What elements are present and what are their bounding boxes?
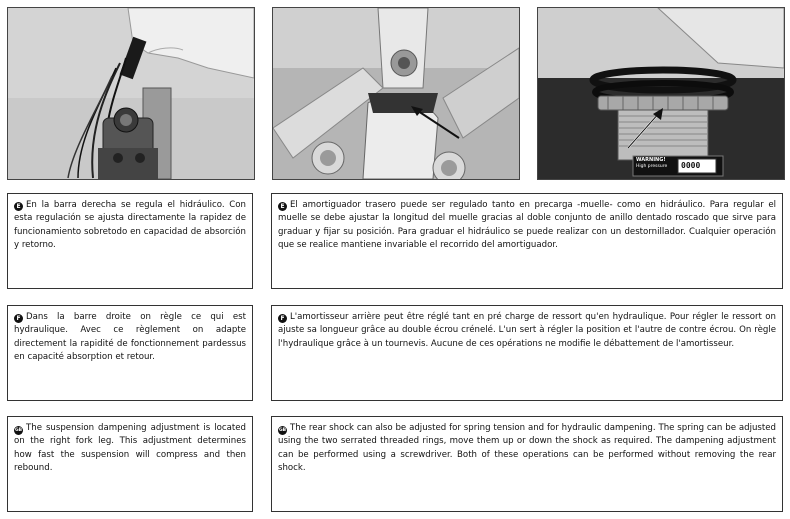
fr-fork-text-box (7, 305, 253, 401)
shock-mount-photo (272, 7, 520, 180)
shock-spring-photo (537, 7, 785, 180)
fr-language-badge: F (14, 314, 23, 323)
en-fork-text: The suspension dampening adjustment is located on the right fork leg. This adjustment determines how fast the suspension will compress and then rebound. (14, 423, 246, 474)
en-language-badge: GB (278, 428, 287, 433)
en-fork-text-box (7, 416, 253, 512)
warning-label-number: 0000 (681, 161, 701, 170)
fork-leg-photo (7, 7, 255, 180)
fr-shock-text: L'amortisseur arrière peut être réglé tant en pré charge de ressort qu'en hydraulique. Pour régler le ressort on ajuste sa longueur grâce au double écrou crénelé. L'un sert à régler la position et l'autre de contre écrou. On règle l'hydraulique grâce à un tournevis. Aucune de ces opérations ne modifie le débattement de l'amortisseur. (278, 312, 776, 349)
en-shock-text: The rear shock can also be adjusted for spring tension and for hydraulic dampening. The spring can be adjusted using the two serrated threaded rings, move them up or down the shock as required. The dampening adjustment can be performed using a screwdriver. Both of these operations can be performed without removing the rear shock. (278, 423, 776, 474)
warning-label-line2: High pressure (636, 164, 668, 169)
fr-language-badge: F (278, 314, 287, 323)
es-shock-text: El amortiguador trasero puede ser regulado tanto en precarga -muelle- como en hidráulico. Para regular el muelle se debe ajustar la longitud del muelle gracias al doble conjunto de anillo dentado roscado que sirve para graduar y fijar su posición. Para graduar el hidráulico se puede realizar con un destornillador. Cualquier operación que se realice mantiene invariable el recorrido del amortiguador. (278, 200, 776, 251)
fr-fork-text: Dans la barre droite on règle ce qui est hydraulique. Avec ce règlement on adapte directement la rapidité de fonctionnement pardessus en capacité absorption et retour. (14, 312, 246, 363)
warning-label-line1: WARNING! (636, 157, 666, 163)
fr-shock-text-box (271, 305, 783, 401)
en-shock-text-box (271, 416, 783, 512)
es-shock-text-box (271, 193, 783, 289)
es-fork-text-box (7, 193, 253, 289)
en-language-badge: GB (14, 428, 23, 433)
es-language-badge: E (278, 202, 287, 211)
es-language-badge: E (14, 202, 23, 211)
es-fork-text: En la barra derecha se regula el hidráulico. Con esta regulación se ajusta directamente la rapidez de funcionamiento sobretodo en capacidad de absorción y retorno. (14, 200, 246, 251)
